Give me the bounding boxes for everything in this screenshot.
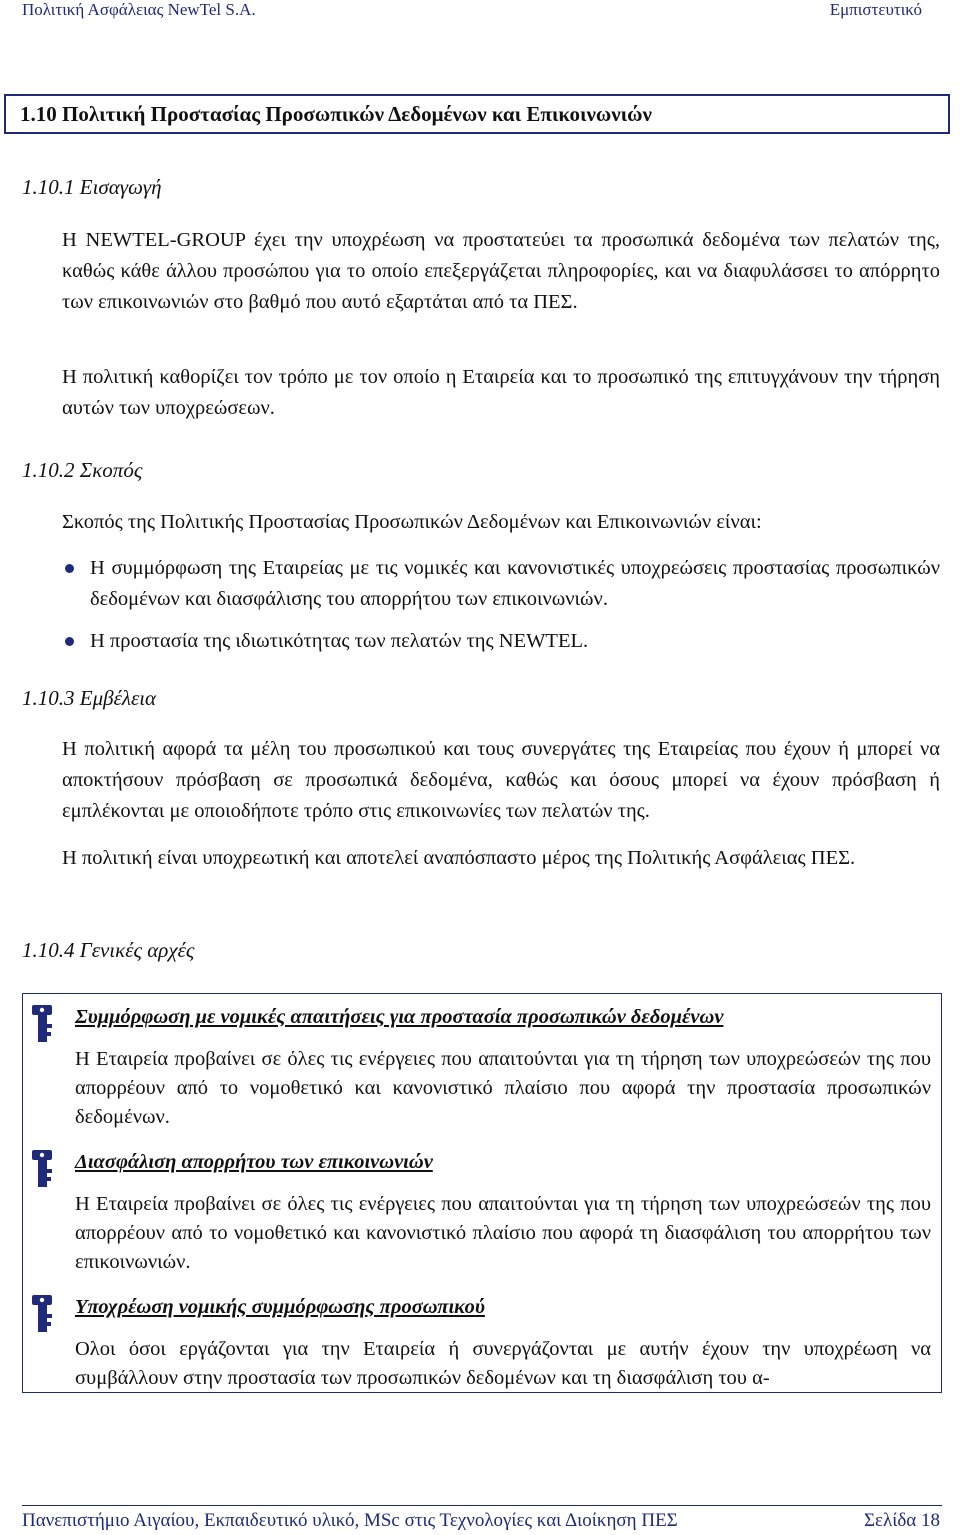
principle-title: Συμμόρφωση με νομικές απαιτήσεις για προστασία προσωπικών δεδομένων <box>75 1006 724 1028</box>
purpose-heading: 1.10.2 Σκοπός <box>22 458 143 482</box>
purpose-bullet-list <box>62 553 940 668</box>
footer-source: Πανεπιστήμιο Αιγαίου, Εκπαιδευτικό υλικό, MSc στις Τεχνολογίες και Διοίκηση ΠΕΣ <box>22 1510 678 1531</box>
principle-title: Διασφάλιση απορρήτου των επικοινωνιών <box>75 1151 433 1173</box>
principle-body: Η Εταιρεία προβαίνει σε όλες τις ενέργειες που απαιτούνται για τη τήρηση των υποχρεώσεών της που απορρέουν από το νομοθετικό και κανονιστικό πλαίσιο που αφορά την προστασία προσωπικών δεδομένων. <box>75 1048 931 1128</box>
principles-box <box>22 993 942 1393</box>
header-title: Πολιτική Ασφάλειας NewTel S.A. <box>22 0 256 19</box>
principle-body: Η Εταιρεία προβαίνει σε όλες τις ενέργειες που απαιτούνται για τη τήρηση των υποχρεώσεών της που απορρέουν από το νομοθετικό και κανονιστικό πλαίσιο που αφορά τη διασφάλιση του απορρήτου των επικοινωνιών. <box>75 1193 931 1273</box>
section-title: 1.10 Πολιτική Προστασίας Προσωπικών Δεδομένων και Επικοινωνιών <box>20 102 652 126</box>
intro-heading: 1.10.1 Εισαγωγή <box>22 175 162 199</box>
principle-body: Ολοι όσοι εργάζονται για την Εταιρεία ή συνεργάζονται με αυτήν έχουν την υποχρέωση να συμβάλλουν στην προστασία των προσωπικών δεδομένων και τη διασφάλιση του α- <box>75 1338 931 1389</box>
bullet-text: Η συμμόρφωση της Εταιρείας με τις νομικές και κανονιστικές υποχρεώσεις προστασίας προσωπικών δεδομένων και διασφάλισης του απορρήτου των επικοινωνιών. <box>90 557 940 610</box>
key-icon <box>29 1004 55 1044</box>
list-item <box>62 553 940 615</box>
principle-title: Υποχρέωση νομικής συμμόρφωσης προσωπικού <box>75 1296 485 1318</box>
scope-heading: 1.10.3 Εμβέλεια <box>22 686 157 710</box>
intro-paragraph-1: Η NEWTEL-GROUP έχει την υποχρέωση να προστατεύει τα προσωπικά δεδομένα των πελατών της, καθώς κάθε άλλου προσώπου για το οποίο επεξεργάζεται πληροφορίες, και να διαφυλάσσει το απόρρητο των επικοινωνιών στο βαθμό που αυτό εξαρτάται από τα ΠΕΣ. <box>62 229 940 313</box>
intro-paragraph-2: Η πολιτική καθορίζει τον τρόπο με τον οποίο η Εταιρεία και το προσωπικό της επιτυγχάνουν την τήρηση αυτών των υποχρεώσεων. <box>62 366 940 419</box>
header-classification: Εμπιστευτικό <box>829 0 922 19</box>
scope-paragraph-1: Η πολιτική αφορά τα μέλη του προσωπικού και τους συνεργάτες της Εταιρείας που έχουν ή μπορεί να αποκτήσουν πρόσβαση σε προσωπικά δεδομένα, καθώς και όσους μπορεί να έχουν πρόσβαση ή εμπλέκονται με οποιοδήποτε τρόπο στις επικοινωνίες των πελατών της. <box>62 738 940 822</box>
section-title-box <box>4 94 950 134</box>
list-item <box>62 626 940 657</box>
key-icon <box>29 1294 55 1334</box>
key-icon <box>29 1149 55 1189</box>
scope-paragraph-2: Η πολιτική είναι υποχρεωτική και αποτελεί αναπόσπαστο μέρος της Πολιτικής Ασφάλειας ΠΕΣ. <box>62 847 856 869</box>
footer-divider <box>22 1505 942 1506</box>
principles-heading: 1.10.4 Γενικές αρχές <box>22 938 195 962</box>
page-number: Σελίδα 18 <box>863 1510 940 1531</box>
bullet-icon <box>65 637 74 646</box>
bullet-text: Η προστασία της ιδιωτικότητας των πελατών της NEWTEL. <box>90 630 589 652</box>
bullet-icon <box>65 564 74 573</box>
purpose-lead: Σκοπός της Πολιτικής Προστασίας Προσωπικών Δεδομένων και Επικοινωνιών είναι: <box>62 511 762 533</box>
